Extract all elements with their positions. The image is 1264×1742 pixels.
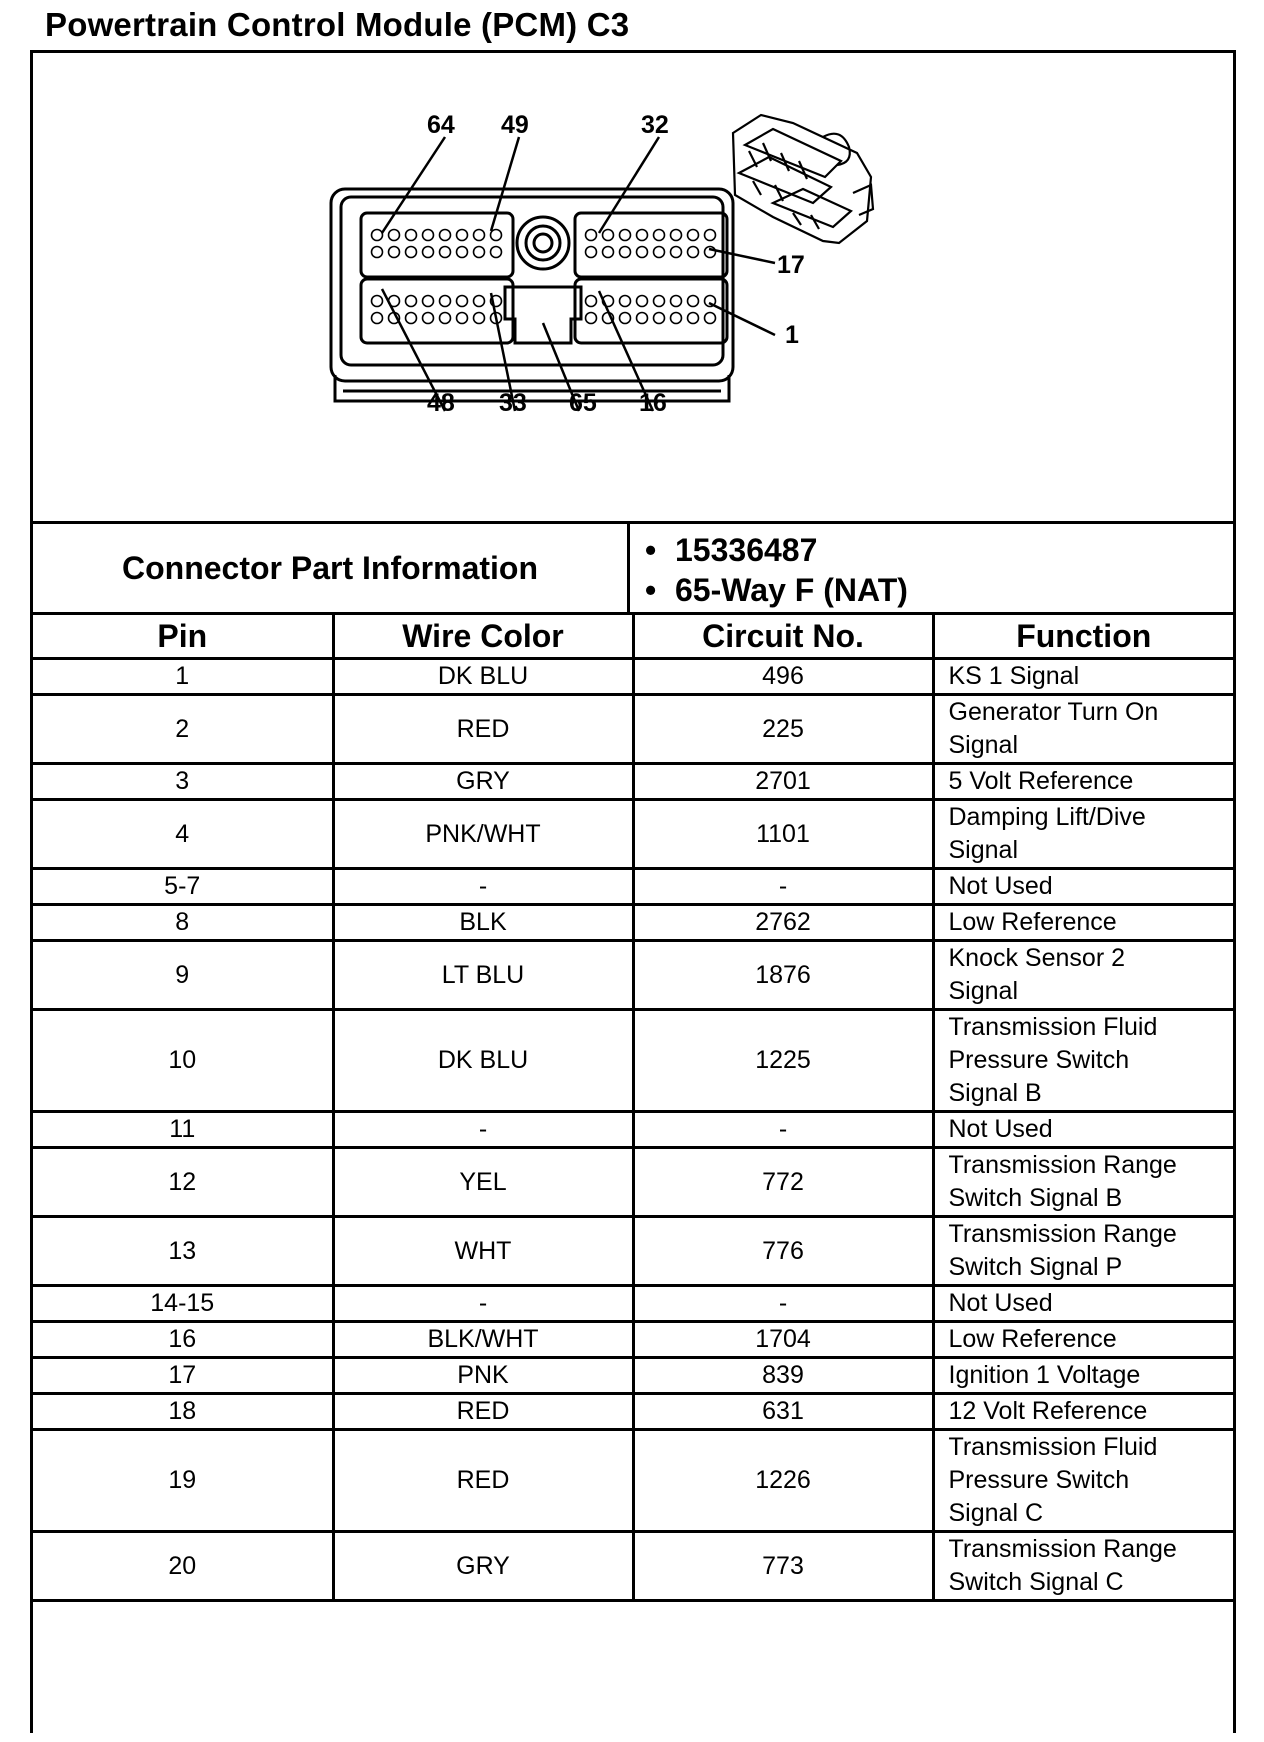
table-row [33, 1358, 1233, 1394]
circuit-cell: 772 [633, 1148, 933, 1217]
function-line: Not Used [948, 1115, 1053, 1143]
function-cell [933, 1148, 1233, 1217]
pinout-table-body [33, 659, 1233, 1601]
connector-diagram [33, 53, 1233, 524]
wire-color-cell: RED [333, 1394, 633, 1430]
function-line: Signal B [948, 1079, 1042, 1107]
wire-color-cell: BLK/WHT [333, 1322, 633, 1358]
pin-hole [688, 247, 699, 258]
document-frame [30, 50, 1236, 1733]
pin-cell: 1 [33, 659, 333, 695]
function-cell [933, 764, 1233, 800]
wire-color-cell: LT BLU [333, 941, 633, 1010]
table-row [33, 1532, 1233, 1601]
callout-64: 64 [427, 111, 455, 139]
function-cell [933, 1322, 1233, 1358]
wire-color-cell: DK BLU [333, 1010, 633, 1112]
pin-hole [474, 247, 485, 258]
housing-base [335, 375, 729, 401]
pin-hole [423, 247, 434, 258]
function-line: 12 Volt Reference [948, 1397, 1148, 1425]
pin-cell: 20 [33, 1532, 333, 1601]
circuit-cell: 496 [633, 659, 933, 695]
callout-1: 1 [785, 321, 799, 349]
pin-cell: 13 [33, 1217, 333, 1286]
function-line: Pressure Switch [948, 1466, 1130, 1494]
function-line: 5 Volt Reference [948, 767, 1134, 795]
pin-hole [586, 230, 597, 241]
table-row [33, 800, 1233, 869]
callout-49: 49 [501, 111, 529, 139]
pin-hole [637, 313, 648, 324]
circuit-cell: 2701 [633, 764, 933, 800]
function-line: Transmission Range [948, 1151, 1177, 1179]
callout-lines [382, 137, 775, 411]
wire-color-cell: GRY [333, 764, 633, 800]
pin-hole [586, 313, 597, 324]
pin-cell: 10 [33, 1010, 333, 1112]
pin-hole [389, 230, 400, 241]
function-line: Switch Signal P [948, 1253, 1123, 1281]
circuit-cell: 631 [633, 1394, 933, 1430]
pin-hole [406, 296, 417, 307]
circuit-cell: - [633, 869, 933, 905]
cavity-block-lower-right [575, 279, 727, 343]
wire-color-cell: RED [333, 695, 633, 764]
pin-cell: 17 [33, 1358, 333, 1394]
pin-hole [654, 296, 665, 307]
table-row [33, 764, 1233, 800]
pin-hole [620, 313, 631, 324]
function-cell [933, 1010, 1233, 1112]
pin-hole [474, 313, 485, 324]
connector-info-item: • 65-Way F (NAT) [645, 572, 908, 608]
function-cell [933, 1217, 1233, 1286]
function-line: Transmission Range [948, 1220, 1177, 1248]
wire-color-cell: YEL [333, 1148, 633, 1217]
function-line: Not Used [948, 872, 1053, 900]
pin-hole [671, 247, 682, 258]
pin-cell: 5-7 [33, 869, 333, 905]
function-line: Transmission Fluid [948, 1013, 1158, 1041]
table-row [33, 869, 1233, 905]
pin-cell: 19 [33, 1430, 333, 1532]
callout-33: 33 [499, 389, 527, 417]
pin-hole [474, 296, 485, 307]
pin-hole [372, 296, 383, 307]
pin-hole [389, 247, 400, 258]
table-row [33, 905, 1233, 941]
pin-hole [654, 230, 665, 241]
circuit-cell: 1101 [633, 800, 933, 869]
wire-color-cell: - [333, 869, 633, 905]
pin-hole [586, 247, 597, 258]
pin-hole [457, 247, 468, 258]
function-line: Low Reference [948, 908, 1117, 936]
function-line: Transmission Fluid [948, 1433, 1158, 1461]
connector-info-item: • 15336487 [645, 532, 818, 568]
callout-65: 65 [569, 389, 597, 417]
pin-hole [457, 313, 468, 324]
function-line: Damping Lift/Dive [948, 803, 1146, 831]
pin-hole [491, 247, 502, 258]
pin-hole [688, 230, 699, 241]
pin-cell: 14-15 [33, 1286, 333, 1322]
pin-hole [372, 313, 383, 324]
connector-part-info [33, 524, 1233, 615]
connector-iso-drawing [733, 115, 873, 243]
part-number: 15336487 [675, 532, 818, 568]
callout-17: 17 [777, 251, 805, 279]
pinout-table [33, 615, 1233, 1602]
pin-hole [406, 313, 417, 324]
wire-color-cell: BLK [333, 905, 633, 941]
pin-hole [372, 247, 383, 258]
wire-color-cell: - [333, 1286, 633, 1322]
pin-cell: 8 [33, 905, 333, 941]
circuit-cell: 1704 [633, 1322, 933, 1358]
function-cell [933, 1112, 1233, 1148]
pin-hole [637, 230, 648, 241]
circuit-cell: 2762 [633, 905, 933, 941]
table-row [33, 1322, 1233, 1358]
function-line: Transmission Range [948, 1535, 1177, 1563]
function-line: Signal [948, 977, 1018, 1005]
table-row [33, 1394, 1233, 1430]
function-line: Pressure Switch [948, 1046, 1130, 1074]
pin-hole [457, 230, 468, 241]
pin-cell: 4 [33, 800, 333, 869]
pin-hole [705, 313, 716, 324]
function-line: Ignition 1 Voltage [948, 1361, 1141, 1389]
pin-hole [637, 247, 648, 258]
pin-cell: 2 [33, 695, 333, 764]
pin-cell: 3 [33, 764, 333, 800]
pin-hole [671, 313, 682, 324]
cavity-block-upper-right [575, 213, 727, 277]
function-line: Signal [948, 731, 1018, 759]
function-cell [933, 659, 1233, 695]
table-header-row [33, 615, 1233, 659]
pin-hole [440, 296, 451, 307]
pin-hole [620, 296, 631, 307]
pin-hole [620, 230, 631, 241]
header-wire-color: Wire Color [333, 615, 633, 659]
function-line: Not Used [948, 1289, 1053, 1317]
callout-32: 32 [641, 111, 669, 139]
wire-color-cell: RED [333, 1430, 633, 1532]
pin-hole [654, 313, 665, 324]
pin-hole [406, 230, 417, 241]
circuit-cell: - [633, 1112, 933, 1148]
function-cell [933, 1358, 1233, 1394]
header-circuit-no: Circuit No. [633, 615, 933, 659]
pin-hole [372, 230, 383, 241]
wire-color-cell: WHT [333, 1217, 633, 1286]
wire-color-cell: GRY [333, 1532, 633, 1601]
pin-hole [688, 313, 699, 324]
pin-hole [603, 247, 614, 258]
function-line: Generator Turn On [948, 698, 1159, 726]
pin-hole [423, 313, 434, 324]
function-line: Switch Signal C [948, 1568, 1124, 1596]
circuit-cell: 1226 [633, 1430, 933, 1532]
pin-hole [671, 296, 682, 307]
pin-hole [620, 247, 631, 258]
function-line: Knock Sensor 2 [948, 944, 1125, 972]
pin-hole [586, 296, 597, 307]
pin-hole [705, 230, 716, 241]
page-title: Powertrain Control Module (PCM) C3 [45, 6, 630, 43]
function-line: Low Reference [948, 1325, 1117, 1353]
function-cell [933, 1430, 1233, 1532]
pin-hole [406, 247, 417, 258]
pin-hole [654, 247, 665, 258]
function-cell [933, 905, 1233, 941]
function-line: KS 1 Signal [948, 662, 1080, 690]
table-row [33, 941, 1233, 1010]
connector-type: 65-Way F (NAT) [675, 572, 908, 608]
pin-hole [440, 313, 451, 324]
circuit-cell: 776 [633, 1217, 933, 1286]
pin-cell: 18 [33, 1394, 333, 1430]
function-cell [933, 941, 1233, 1010]
function-cell [933, 1532, 1233, 1601]
function-cell [933, 869, 1233, 905]
wire-color-cell: - [333, 1112, 633, 1148]
connector-info-list [645, 530, 908, 610]
header-function: Function [933, 615, 1233, 659]
function-cell [933, 695, 1233, 764]
circuit-cell: 839 [633, 1358, 933, 1394]
table-row [33, 1010, 1233, 1112]
function-cell [933, 800, 1233, 869]
header-pin: Pin [33, 615, 333, 659]
circuit-cell: 225 [633, 695, 933, 764]
table-row [33, 695, 1233, 764]
center-latch [505, 287, 581, 343]
callout-48: 48 [427, 389, 455, 417]
circuit-cell: - [633, 1286, 933, 1322]
function-line: Signal [948, 836, 1018, 864]
function-cell [933, 1286, 1233, 1322]
pin-hole [423, 230, 434, 241]
pin-cell: 12 [33, 1148, 333, 1217]
table-row [33, 1286, 1233, 1322]
pin-cell: 16 [33, 1322, 333, 1358]
function-line: Signal C [948, 1499, 1043, 1527]
pin-hole [457, 296, 468, 307]
connector-info-label: Connector Part Information [33, 524, 630, 612]
pin-hole [474, 230, 485, 241]
table-row [33, 659, 1233, 695]
wire-color-cell: DK BLU [333, 659, 633, 695]
pin-hole [688, 296, 699, 307]
circuit-cell: 1225 [633, 1010, 933, 1112]
table-row [33, 1148, 1233, 1217]
circuit-cell: 1876 [633, 941, 933, 1010]
housing-inner [341, 197, 723, 365]
pin-cell: 9 [33, 941, 333, 1010]
wire-color-cell: PNK/WHT [333, 800, 633, 869]
wire-color-cell: PNK [333, 1358, 633, 1394]
pin-hole [637, 296, 648, 307]
pin-hole [423, 296, 434, 307]
cavity-block-lower-left [361, 279, 513, 343]
table-row [33, 1112, 1233, 1148]
cavity-block-upper-left [361, 213, 513, 277]
pin-hole [440, 230, 451, 241]
circuit-cell: 773 [633, 1532, 933, 1601]
pin-hole [603, 230, 614, 241]
pin-hole [440, 247, 451, 258]
function-line: Switch Signal B [948, 1184, 1123, 1212]
table-row [33, 1430, 1233, 1532]
pin-cell: 11 [33, 1112, 333, 1148]
connector-face-drawing [33, 53, 1233, 521]
callout-16: 16 [639, 389, 667, 417]
table-row [33, 1217, 1233, 1286]
pin-hole [671, 230, 682, 241]
function-cell [933, 1394, 1233, 1430]
